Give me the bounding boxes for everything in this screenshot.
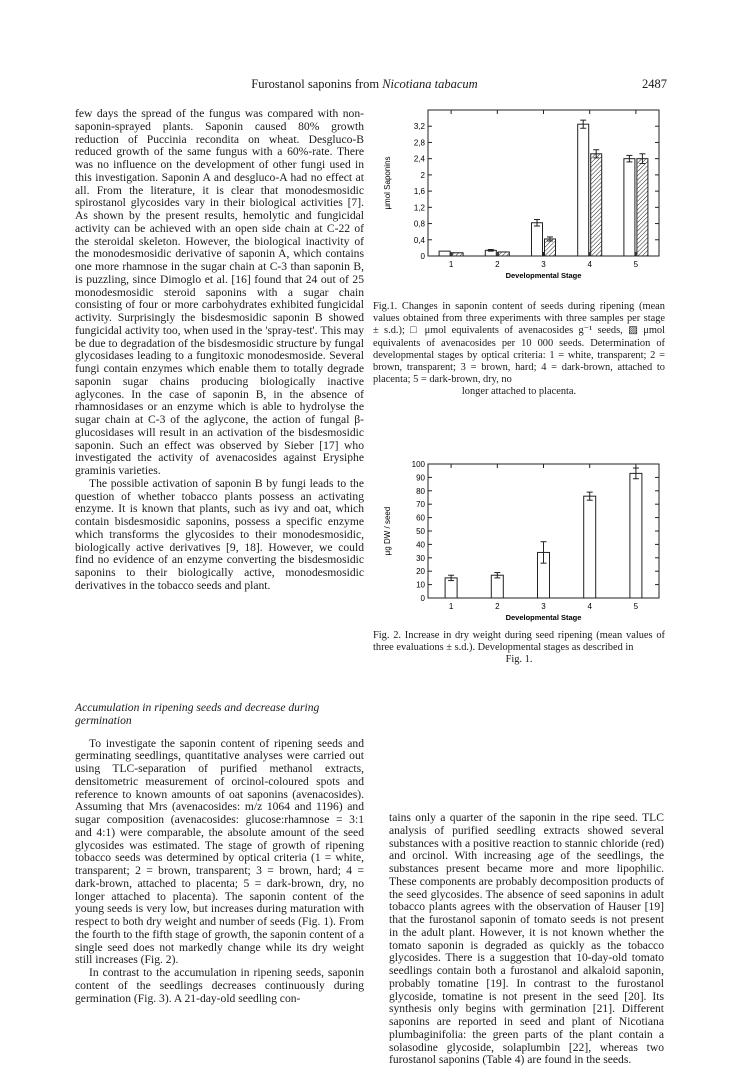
figure-2-caption-text: Fig. 2. Increase in dry weight during seed ripening (mean values of three evaluations ± s.d.). Developmental stages as described in <box>373 630 665 654</box>
bar <box>545 239 556 256</box>
bar <box>498 252 509 256</box>
paragraph-right: tains only a quarter of the saponin in the ripe seed. TLC analysis of purified seedling extracts showed several substances with a positive reaction to stannic chloride (red) and orcinol. With increasing age of the seedlings, the substances present became more and more lipophilic. These components are probably decomposition products of the seed glycosides. The absence of seed saponins in adult tobacco plants agrees with the observation of Hauser [19] that the furostanol saponin of tomato seeds is not present in the adult plant. However, it is not known whether the tomato saponin is degraded as quickly as the tobacco glycosides. There is a suggestion that 10-day-old tomato seedlings contain both a furostanol and alkaloid saponin, probably tomatine [19]. In contrast to the furostanol glycoside, tomatine is not present in the seed [20]. Its synthesis only begins with germination [21]. Different saponins are reported in seed and plant of Nicotiana plumbaginifolia: the green parts of the plant contain a solasodine glycoside, solaplumbin [22], whereas two furostanol saponins (Table 4) are found in the seeds. <box>389 811 664 1067</box>
x-tick-label: 2 <box>495 260 500 269</box>
x-axis-label: Developmental Stage <box>505 613 582 622</box>
bar <box>452 253 463 256</box>
figure-2-caption-last: Fig. 1. <box>505 654 533 666</box>
x-tick-label: 3 <box>541 260 546 269</box>
figure-1-caption <box>373 301 665 399</box>
right-column-lower <box>389 812 664 1067</box>
page-number: 2487 <box>642 77 667 91</box>
bar <box>637 159 648 256</box>
y-tick-label: 0,4 <box>413 235 425 245</box>
y-tick-label: 2,8 <box>413 138 425 148</box>
figure-2-caption <box>373 630 665 667</box>
x-tick-label: 5 <box>633 602 639 611</box>
y-tick-label: 1,2 <box>413 203 425 213</box>
x-axis-label: Developmental Stage <box>505 271 582 280</box>
y-tick-label: 0 <box>420 252 425 261</box>
y-axis-label: μg DW / seed <box>383 506 392 556</box>
x-tick-label: 1 <box>448 260 454 269</box>
y-tick-label: 0,8 <box>413 219 425 229</box>
figure-1-caption-last: longer attached to placenta. <box>461 386 577 398</box>
bar <box>630 473 642 598</box>
bar <box>578 124 589 256</box>
x-tick-label: 4 <box>587 260 592 269</box>
left-column-upper <box>75 108 364 593</box>
x-tick-label: 2 <box>495 602 500 611</box>
y-tick-label: 70 <box>416 500 425 510</box>
y-tick-label: 50 <box>416 527 425 536</box>
y-tick-label: 10 <box>416 580 425 590</box>
y-tick-label: 40 <box>416 540 425 550</box>
y-tick-label: 2,4 <box>413 154 425 164</box>
y-tick-label: 1,6 <box>413 187 425 197</box>
y-tick-label: 60 <box>416 513 425 523</box>
x-tick-label: 1 <box>448 602 454 611</box>
bar <box>624 159 635 256</box>
bar <box>439 251 450 256</box>
figure-1-caption-text: Fig.1. Changes in saponin content of seeds during ripening (mean values obtained from three experiments with three samples per stage ± s.d.); □ μmol equivalents of avenacosides g⁻¹ seeds, ▨ μmol equivalents of avenacosides per 10 000 seeds. Determination of developmental stages by optical criteria: 1 = white, transparent; 2 = brown, transparent; 3 = brown, hard; 4 = dark-brown, attached to placenta; 5 = dark-brown, dry, no <box>373 301 665 386</box>
y-tick-label: 0 <box>420 594 425 603</box>
paragraph-3: To investigate the saponin content of ripening seeds and germinating seedlings, quantitative analyses were carried out using TLC-separation of purified methanol extracts, densitometric measurement of orcinol-coloured spots and reference to known amounts of oat saponins (avenacosides). Assuming that Mrs (avenacosides: m/z 1064 and 1196) and sugar composition (avenacosides: glucose:rhamnose = 3:1 and 4:1) were comparable, the absolute amount of the seed glycosides was estimated. The stage of growth of ripening tobacco seeds was determined by optical criteria (1 = white, transparent; 2 = brown, transparent; 3 = brown, hard; 4 = dark-brown, attached to placenta; 5 = dark-brown, dry, no longer attached to placenta). The saponin content of the young seeds is very low, but increases during maturation with respect to both dry weight and number of seeds (Fig. 1). From the fourth to the fifth stage of growth, the saponin content of a single seed does not markedly change while its dry weight still increases (Fig. 2). <box>75 736 364 967</box>
x-tick-label: 5 <box>633 260 639 269</box>
bar <box>491 575 503 598</box>
bar <box>532 223 543 256</box>
y-tick-label: 80 <box>416 486 425 496</box>
paragraph-1: few days the spread of the fungus was compared with non-saponin-sprayed plants. Saponin caused 80% growth reduction of Puccinia recondita on wheat. Desgluco-B reduced growth of the same fungus with a 60%-rate. There was no influence on the development of other fungi used in this investigation. Saponin A and desgluco-A had no effect at all. From the literature, it is clear that monodesmosidic spirostanol glycosides vary in their biological activities [7]. As shown by the present results, hemolytic and fungicidal activity can be achieved with an open side chain at C-22 of the steroidal skeleton. However, the biological inactivity of the monodesmosidic derivative of saponin A, which contains one more rhamnose in the sugar chain at C-3 than saponin B, is puzzling, since Dimoglo et al. [16] found that 24 out of 25 monodesmosidic steroid saponins with a sugar chain consisting of four or more carbohydrates exhibited fungicidal activity. Surprisingly the bisdesmosidic saponin B showed fungicidal activity too, when used in the 'spray-test'. This may be due to degradation of the bisdesmosidic structure by fungal glycosidases leading to a fungitoxic monodesmoside. Several fungi contain enzymes which enable them to totally degrade saponin sugar chains producing biologically inactive aglycones. In the case of saponin B, in the absence of rhamnosidases or an enzyme which is able to hydrolyse the sugar chain at C-3 of the aglycone, the action of fungal β-glucosidases will result in an activation of the bisdesmosidic saponin. Such an effect was observed by Sieber [17] who investigated the activity of avenacosides against Erysiphe graminis varieties. <box>75 107 364 477</box>
y-tick-label: 20 <box>416 567 425 577</box>
paragraph-4: In contrast to the accumulation in ripening seeds, saponin content of the seedlings decreases continuously during germination (Fig. 3). A 21-day-old seedling con- <box>75 966 364 1005</box>
y-tick-label: 2 <box>420 170 425 180</box>
bar <box>591 154 602 256</box>
y-tick-label: 30 <box>416 553 425 563</box>
y-axis-label: μmol Saponins <box>383 156 392 210</box>
x-tick-label: 3 <box>541 602 546 611</box>
figure-2-chart <box>378 458 663 626</box>
y-tick-label: 90 <box>416 473 425 483</box>
paragraph-2: The possible activation of saponin B by fungi leads to the question of whether tobacco plants possess an activating enzyme. It is known that plants, such as ivy and oat, which contain bisdesmosidic saponins, possess a specific enzyme which transforms the glycosides to their monodesmosidic, biologically active derivatives [9, 18]. However, we could find no evidence of an enzyme converting the bisdesmosidic saponins to their biologically active, monodesmosidic derivatives in the tobacco seeds and plant. <box>75 476 364 592</box>
x-tick-label: 4 <box>587 602 592 611</box>
y-tick-label: 100 <box>411 460 425 469</box>
y-tick-label: 3,2 <box>413 122 425 132</box>
running-title: Furostanol saponins from Nicotiana tabacum <box>251 77 478 91</box>
figure-1-chart <box>378 104 663 284</box>
left-column-lower <box>75 690 364 1005</box>
bar <box>584 496 596 598</box>
section-heading: Accumulation in ripening seeds and decrease during germination <box>75 701 320 727</box>
